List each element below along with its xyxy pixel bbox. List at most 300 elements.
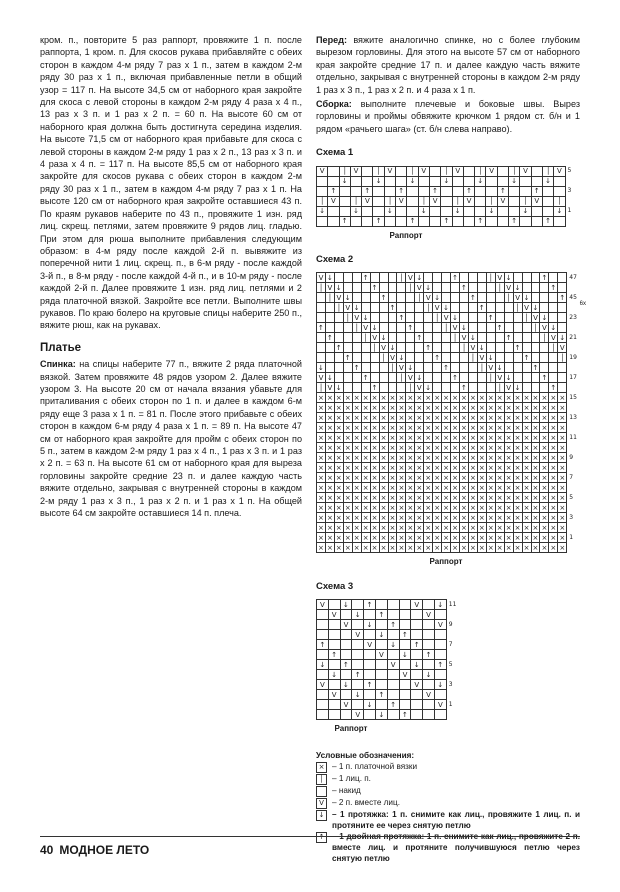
schema1-grid (316, 166, 580, 227)
grid-cell: × (434, 523, 441, 532)
grid-cell (441, 196, 452, 206)
grid-cell: ↑ (514, 343, 521, 352)
grid-cell (531, 206, 542, 216)
grid-cell: × (452, 413, 458, 422)
grid-cell (433, 363, 442, 373)
grid-cell (388, 333, 397, 343)
grid-cell: × (416, 413, 423, 422)
grid-cell (558, 303, 567, 313)
grid-cell: × (398, 523, 405, 532)
grid-cell: × (523, 403, 530, 412)
grid-cell (531, 333, 540, 343)
grid-cell: × (550, 533, 557, 542)
grid-cell: × (407, 443, 414, 452)
grid-cell (418, 216, 429, 226)
grid-cell: × (353, 443, 360, 452)
grid-cell: × (469, 393, 476, 402)
grid-cell (415, 323, 424, 333)
grid-cell (549, 293, 558, 303)
grid-cell (477, 333, 486, 343)
grid-cell: × (532, 433, 539, 442)
legend-heading: Условные обозначения: (316, 750, 415, 760)
grid-cell (361, 293, 370, 303)
row-number: 7 (569, 473, 574, 481)
row-number (567, 383, 580, 393)
grid-cell: × (362, 423, 369, 432)
grid-cell: × (523, 493, 530, 502)
grid-cell (407, 196, 418, 206)
grid-cell (340, 650, 352, 660)
grid-cell (429, 216, 440, 226)
row-number: 11 (569, 433, 577, 441)
grid-cell (399, 610, 411, 620)
grid-cell: × (469, 543, 476, 552)
grid-cell (558, 363, 567, 373)
grid-cell: × (389, 543, 396, 552)
grid-cell: × (362, 473, 369, 482)
grid-cell: × (353, 453, 360, 462)
grid-cell: × (514, 443, 521, 452)
grid-cell (442, 273, 451, 283)
grid-row (317, 610, 462, 620)
grid-cell: × (514, 523, 521, 532)
grid-cell (451, 383, 460, 393)
grid-cell: × (318, 453, 324, 462)
grid-cell: ↑ (550, 283, 557, 292)
grid-cell: ↓ (387, 640, 399, 650)
grid-cell (352, 273, 361, 283)
grid-cell: × (344, 413, 351, 422)
grid-cell: × (398, 513, 405, 522)
grid-cell (451, 283, 460, 293)
grid-cell: × (335, 543, 342, 552)
grid-row (317, 600, 462, 610)
grid-cell (399, 690, 411, 700)
grid-cell (317, 710, 329, 720)
grid-cell: × (398, 423, 405, 432)
grid-cell: × (487, 443, 494, 452)
grid-cell (396, 166, 407, 176)
grid-row (317, 293, 580, 303)
grid-cell: × (559, 453, 566, 462)
grid-cell: × (407, 423, 414, 432)
grid-cell: × (425, 523, 432, 532)
grid-cell (486, 383, 495, 393)
grid-cell: × (389, 533, 396, 542)
grid-cell: × (398, 543, 405, 552)
grid-cell: × (469, 483, 476, 492)
grid-cell: × (398, 393, 405, 402)
grid-cell (334, 313, 343, 323)
legend-text: – накид (332, 785, 361, 795)
grid-cell: × (344, 453, 351, 462)
grid-cell: × (398, 483, 405, 492)
grid-cell (429, 206, 440, 216)
grid-cell: │ (373, 166, 384, 176)
grid-cell (452, 176, 463, 186)
grid-cell: × (469, 443, 476, 452)
grid-cell (477, 283, 486, 293)
magazine-title: МОДНОЕ ЛЕТО (59, 843, 150, 857)
grid-cell: × (461, 523, 467, 532)
grid-cell: × (425, 533, 432, 542)
row-number (567, 423, 580, 433)
grid-cell: × (371, 543, 378, 552)
grid-cell: × (380, 473, 387, 482)
grid-cell: × (371, 473, 378, 482)
grid-cell (522, 363, 531, 373)
grid-cell (399, 680, 411, 690)
grid-cell (352, 293, 361, 303)
grid-cell: × (496, 473, 503, 482)
legend-symbol: │ (316, 774, 327, 785)
grid-cell (317, 333, 326, 343)
grid-cell (328, 206, 339, 216)
grid-cell (362, 166, 373, 176)
grid-cell: ↑ (407, 323, 414, 332)
grid-cell: × (318, 483, 324, 492)
grid-cell: × (407, 453, 414, 462)
grid-row (317, 710, 462, 720)
grid-cell: × (461, 403, 467, 412)
grid-cell: │ (542, 166, 553, 176)
grid-cell: × (318, 543, 324, 552)
grid-cell (352, 650, 364, 660)
grid-cell (477, 313, 486, 323)
grid-cell: × (496, 543, 503, 552)
grid-cell: ↑ (487, 313, 494, 322)
grid-cell: ↑ (429, 186, 440, 196)
grid-cell (549, 313, 558, 323)
grid-cell: × (532, 513, 539, 522)
grid-cell (411, 690, 423, 700)
grid-cell (477, 273, 486, 283)
grid-cell: ↑ (353, 363, 360, 372)
grid-cell: ↓ (317, 206, 328, 216)
grid-cell (343, 343, 352, 353)
grid-cell: × (550, 523, 557, 532)
grid-cell: × (550, 513, 557, 522)
grid-cell: × (559, 433, 566, 442)
row-number (567, 323, 580, 333)
grid-cell: × (505, 483, 512, 492)
grid-cell: × (523, 483, 530, 492)
grid-row (317, 373, 580, 383)
grid-cell: × (344, 423, 351, 432)
grid-cell: × (514, 543, 521, 552)
grid-cell (339, 186, 350, 196)
grid-cell: × (496, 513, 503, 522)
sborka-label: Сборка: (316, 99, 352, 110)
grid-cell: × (335, 453, 342, 462)
grid-cell: × (380, 413, 387, 422)
grid-cell: ↑ (505, 333, 512, 342)
grid-cell: × (496, 523, 503, 532)
grid-cell (460, 303, 469, 313)
grid-cell: V (352, 313, 361, 323)
grid-cell (379, 363, 388, 373)
grid-cell (350, 216, 361, 226)
grid-cell: × (559, 493, 566, 502)
grid-cell: × (523, 513, 530, 522)
grid-cell: × (434, 393, 441, 402)
grid-cell (423, 680, 435, 690)
grid-cell (375, 640, 387, 650)
grid-cell (388, 313, 397, 323)
grid-cell: × (344, 393, 351, 402)
grid-cell (497, 176, 508, 186)
grid-cell (434, 630, 446, 640)
grid-cell (549, 303, 558, 313)
grid-cell: │ (549, 343, 558, 353)
grid-cell: V (495, 273, 504, 283)
grid-cell (325, 353, 334, 363)
grid-cell (379, 303, 388, 313)
grid-cell: × (434, 433, 441, 442)
row-number: 3 (569, 513, 574, 521)
grid-cell (424, 323, 433, 333)
grid-cell (522, 323, 531, 333)
grid-cell: × (505, 463, 512, 472)
grid-cell: V (317, 680, 329, 690)
grid-cell (352, 283, 361, 293)
grid-cell: × (362, 453, 369, 462)
grid-cell (334, 323, 343, 333)
schema2-rapport-label: Раппорт (429, 557, 463, 567)
grid-cell: V (442, 313, 451, 323)
grid-cell: ↓ (380, 333, 387, 342)
grid-cell: ↓ (328, 670, 340, 680)
grid-cell: │ (486, 373, 495, 383)
grid-cell (460, 273, 469, 283)
grid-cell: × (326, 423, 333, 432)
grid-cell (373, 196, 384, 206)
grid-cell: × (478, 453, 485, 462)
grid-cell: × (380, 453, 387, 462)
grid-cell: ↓ (340, 600, 352, 610)
grid-cell (549, 273, 558, 283)
grid-cell: × (371, 393, 378, 402)
grid-cell (352, 640, 364, 650)
grid-cell: × (434, 403, 441, 412)
grid-cell: ↓ (353, 303, 360, 312)
grid-cell: ↓ (478, 343, 485, 352)
grid-cell: × (443, 393, 450, 402)
grid-cell: × (425, 423, 432, 432)
grid-cell: × (434, 533, 441, 542)
grid-row (317, 313, 580, 323)
grid-cell (520, 216, 531, 226)
grid-cell: × (541, 463, 548, 472)
grid-cell (460, 313, 469, 323)
grid-cell (370, 363, 379, 373)
grid-cell: × (326, 403, 333, 412)
grid-cell (375, 670, 387, 680)
grid-cell: × (407, 483, 414, 492)
grid-cell: │ (520, 196, 531, 206)
grid-cell (397, 323, 406, 333)
grid-cell: │ (407, 166, 418, 176)
grid-cell: │ (433, 313, 442, 323)
grid-cell (399, 620, 411, 630)
grid-cell: ↑ (423, 650, 435, 660)
grid-cell: ↑ (411, 640, 423, 650)
grid-cell (328, 680, 340, 690)
grid-cell (423, 700, 435, 710)
grid-cell (542, 206, 553, 216)
grid-cell: × (326, 483, 333, 492)
grid-cell (388, 373, 397, 383)
grid-cell: × (461, 533, 467, 542)
grid-cell: × (425, 513, 432, 522)
grid-cell (352, 620, 364, 630)
grid-cell: × (335, 473, 342, 482)
grid-row (317, 413, 580, 423)
grid-cell: V (370, 333, 379, 343)
grid-cell (397, 343, 406, 353)
grid-cell: │ (379, 353, 388, 363)
grid-cell: ↓ (520, 206, 531, 216)
row-number: 17 (569, 373, 577, 381)
grid-row (317, 670, 462, 680)
grid-cell: × (514, 483, 521, 492)
grid-cell: × (461, 543, 467, 552)
grid-cell: × (326, 413, 333, 422)
grid-cell (531, 176, 542, 186)
grid-cell: × (380, 403, 387, 412)
left-column (40, 34, 302, 519)
grid-cell (317, 670, 329, 680)
grid-cell: × (353, 533, 360, 542)
grid-cell (317, 176, 328, 186)
grid-cell: × (559, 523, 566, 532)
grid-cell: × (416, 513, 423, 522)
grid-row (317, 660, 462, 670)
grid-cell (477, 323, 486, 333)
grid-cell: × (443, 503, 450, 512)
grid-cell (542, 196, 553, 206)
grid-cell: × (461, 483, 467, 492)
grid-cell (424, 353, 433, 363)
grid-cell (406, 353, 415, 363)
grid-cell (468, 323, 477, 333)
grid-cell: ↑ (541, 273, 548, 282)
grid-cell (343, 273, 352, 283)
grid-cell (370, 313, 379, 323)
grid-cell: × (461, 463, 467, 472)
grid-cell (375, 700, 387, 710)
grid-cell: × (407, 503, 414, 512)
grid-cell (423, 710, 435, 720)
grid-cell: × (398, 473, 405, 482)
schema3-grid (316, 599, 462, 720)
grid-cell: × (398, 463, 405, 472)
grid-cell: ↓ (407, 363, 414, 372)
grid-cell: × (478, 393, 485, 402)
grid-cell (442, 383, 451, 393)
pered-label: Перед: (316, 35, 348, 45)
grid-cell: × (478, 433, 485, 442)
grid-cell: × (326, 493, 333, 502)
grid-cell: × (559, 513, 566, 522)
grid-cell: × (416, 453, 423, 462)
grid-cell (411, 620, 423, 630)
grid-cell: × (416, 423, 423, 432)
grid-row (317, 186, 580, 196)
grid-cell: V (549, 333, 558, 343)
grid-cell (549, 373, 558, 383)
grid-cell: × (505, 493, 512, 502)
grid-cell: ↑ (371, 283, 378, 292)
grid-cell: × (541, 423, 548, 432)
grid-cell: × (487, 543, 494, 552)
grid-row (317, 503, 580, 513)
grid-cell: × (380, 513, 387, 522)
grid-cell: × (326, 443, 333, 452)
grid-cell (388, 293, 397, 303)
grid-cell: │ (531, 323, 540, 333)
grid-cell: V (531, 313, 540, 323)
grid-cell: × (380, 503, 387, 512)
grid-cell: ↓ (340, 680, 352, 690)
grid-cell: ↑ (399, 710, 411, 720)
grid-cell: × (541, 413, 548, 422)
row-number (567, 343, 580, 353)
grid-cell: × (452, 473, 458, 482)
grid-cell: ↓ (339, 176, 350, 186)
grid-row (317, 650, 462, 660)
grid-cell (373, 186, 384, 196)
grid-cell: V (497, 196, 508, 206)
grid-cell: × (523, 533, 530, 542)
grid-cell (522, 383, 531, 393)
grid-row (317, 323, 580, 333)
grid-cell: × (487, 463, 494, 472)
grid-cell: │ (317, 196, 328, 206)
grid-cell (424, 273, 433, 283)
grid-cell (549, 363, 558, 373)
grid-cell: × (353, 513, 360, 522)
grid-cell: × (434, 423, 441, 432)
row-number: 3 (567, 187, 572, 195)
grid-cell: ↓ (389, 343, 396, 352)
grid-cell (387, 680, 399, 690)
grid-cell: × (496, 403, 503, 412)
grid-cell: ↓ (375, 630, 387, 640)
grid-cell: × (389, 403, 396, 412)
grid-cell: V (375, 650, 387, 660)
grid-cell (362, 206, 373, 216)
grid-cell (352, 700, 364, 710)
grid-cell: V (423, 610, 435, 620)
grid-cell: × (344, 403, 351, 412)
grid-cell (486, 176, 497, 186)
grid-cell (540, 383, 549, 393)
grid-cell (540, 283, 549, 293)
grid-cell: × (559, 483, 566, 492)
grid-cell: ↑ (542, 216, 553, 226)
grid-cell (434, 640, 446, 650)
grid-cell: × (478, 523, 485, 532)
grid-cell: × (443, 463, 450, 472)
grid-cell: × (318, 463, 324, 472)
grid-cell (362, 176, 373, 186)
grid-cell: ↑ (532, 363, 539, 372)
grid-cell (418, 186, 429, 196)
grid-cell: × (416, 433, 423, 442)
grid-cell (433, 323, 442, 333)
row-number: 9 (448, 620, 453, 628)
